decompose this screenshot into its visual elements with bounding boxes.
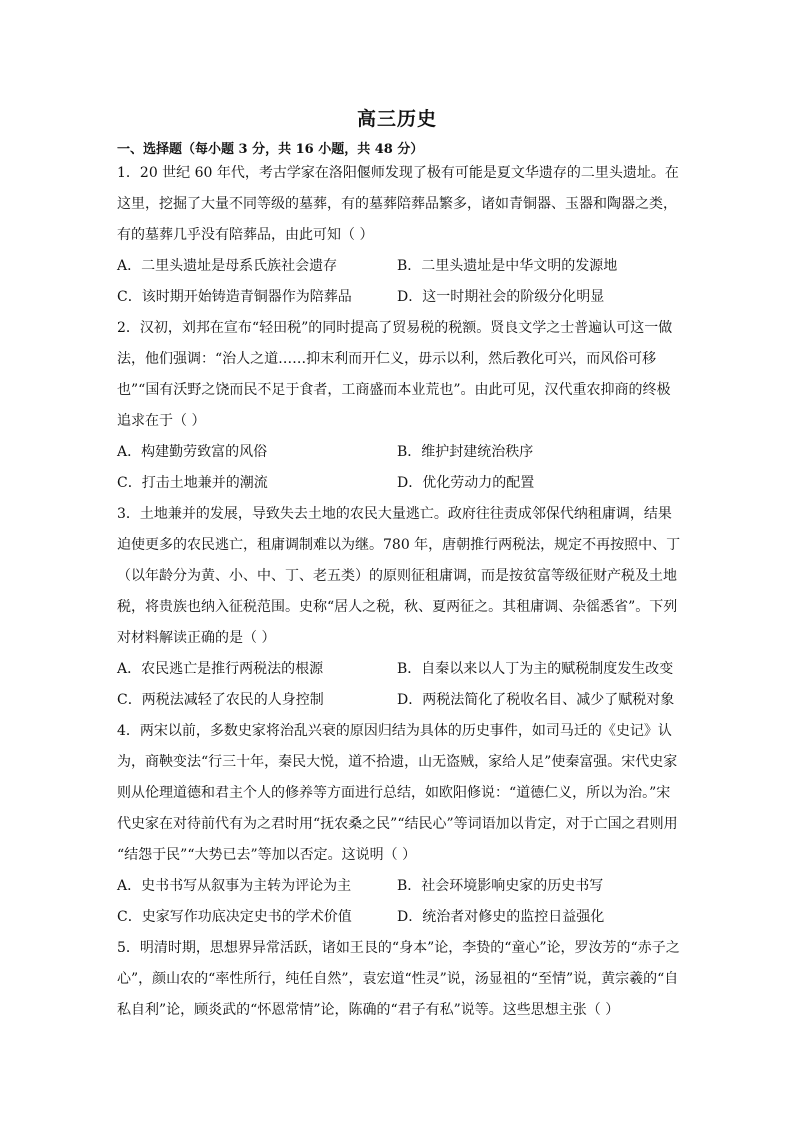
- section-heading: 一、选择题（每小题 3 分，共 16 小题，共 48 分）: [117, 142, 424, 157]
- option-row: [117, 871, 682, 902]
- option-row: [117, 654, 682, 685]
- question-line: 迫使更多的农民逃亡，租庸调制难以为继。780 年，唐朝推行两税法，规定不再按照中、丁: [117, 537, 681, 553]
- question-line: 代史家在对待前代有为之君时用“抚农桑之民”“结民心”等词语加以肯定，对于亡国之君则用: [117, 816, 678, 832]
- question-line: 税，将贵族也纳入征税范围。史称“居人之税，秋、夏两征之。其租庸调、杂徭悉省”。下列: [117, 599, 678, 615]
- question-line: 2．汉初，刘邦在宣布“轻田税”的同时提高了贸易税的税额。贤良文学之士普遍认可这一做: [117, 320, 673, 336]
- option-d[interactable]: D．两税法简化了税收名目、减少了赋税对象: [397, 692, 675, 708]
- option-c[interactable]: C．两税法减轻了农民的人身控制: [117, 692, 324, 708]
- question-line: 有的墓葬几乎没有陪葬品，由此可知（ ）: [117, 227, 374, 243]
- question-line: 4．两宋以前，多数史家将治乱兴衰的原因归结为具体的历史事件，如司马迁的《史记》认: [117, 723, 672, 739]
- option-row: [117, 437, 682, 468]
- question-2: [117, 313, 682, 499]
- question-line: 也”“国有沃野之饶而民不足于食者，工商盛而本业荒也”。由此可见，汉代重农抑商的终极: [117, 382, 671, 398]
- option-d[interactable]: D．统治者对修史的监控日益强化: [397, 909, 605, 925]
- question-3: [117, 499, 682, 716]
- option-c[interactable]: C．打击土地兼并的潮流: [117, 475, 268, 491]
- option-a[interactable]: A．构建勤劳致富的风俗: [117, 444, 268, 460]
- question-line: （以年龄分为黄、小、中、丁、老五类）的原则征租庸调，而是按贫富等级征财产税及土地: [117, 568, 677, 584]
- option-row: [117, 251, 682, 282]
- question-line: 私自利”论，顾炎武的“怀恩常情”论，陈确的“君子有私”说等。这些思想主张（ ）: [117, 1002, 620, 1018]
- option-a[interactable]: A．史书书写从叙事为主转为评论为主: [117, 878, 352, 894]
- page-title: 高三历史: [356, 108, 437, 130]
- option-row: [117, 685, 682, 716]
- option-b[interactable]: B．二里头遗址是中华文明的发源地: [397, 258, 618, 274]
- option-b[interactable]: B．维护封建统治秩序: [397, 444, 534, 460]
- option-d[interactable]: D．优化劳动力的配置: [397, 475, 535, 491]
- question-1: [117, 158, 682, 313]
- option-row: [117, 902, 682, 933]
- question-4: [117, 716, 682, 933]
- option-row: [117, 282, 682, 313]
- option-a[interactable]: A．二里头遗址是母系氏族社会遗存: [117, 258, 338, 274]
- question-line: “结怨于民”“大势已去”等加以否定。这说明（ ）: [117, 847, 417, 863]
- questions: [117, 158, 682, 1026]
- question-line: 1．20 世纪 60 年代，考古学家在洛阳偃师发现了极有可能是夏文华遗存的二里头遗址。在: [117, 165, 679, 181]
- option-b[interactable]: B．自秦以来以人丁为主的赋税制度发生改变: [397, 661, 674, 677]
- option-c[interactable]: C．该时期开始铸造青铜器作为陪葬品: [117, 289, 352, 305]
- question-line: 5．明清时期，思想界异常活跃，诸如王艮的“身本”论，李贽的“童心”论，罗汝芳的“赤子之: [117, 940, 680, 956]
- option-a[interactable]: A．农民逃亡是推行两税法的根源: [117, 661, 324, 677]
- question-5: [117, 933, 682, 1026]
- question-line: 对材料解读正确的是（ ）: [117, 630, 276, 646]
- question-line: 追求在于（ ）: [117, 413, 206, 429]
- option-b[interactable]: B．社会环境影响史家的历史书写: [397, 878, 604, 894]
- question-line: 为，商鞅变法“行三十年，秦民大悦，道不拾遗，山无盗贼，家给人足”使秦富强。宋代史家: [117, 754, 678, 770]
- question-line: 法，他们强调：“治人之道……抑末利而开仁义，毋示以利，然后教化可兴，而风俗可移: [117, 351, 657, 367]
- option-c[interactable]: C．史家写作功底决定史书的学术价值: [117, 909, 352, 925]
- option-row: [117, 468, 682, 499]
- question-line: 则从伦理道德和君主个人的修养等方面进行总结，如欧阳修说：“道德仁义，所以为治。”宋: [117, 785, 671, 801]
- question-line: 3．土地兼并的发展，导致失去土地的农民大量逃亡。政府往往责成邻保代纳租庸调，结果: [117, 506, 672, 522]
- question-line: 这里，挖掘了大量不同等级的墓葬，有的墓葬陪葬品繁多，诸如青铜器、玉器和陶器之类，: [117, 196, 677, 212]
- question-line: 心”，颜山农的“率性所行，纯任自然”，袁宏道“性灵”说，汤显祖的“至情”说，黄宗羲的“自: [117, 971, 679, 987]
- option-d[interactable]: D．这一时期社会的阶级分化明显: [397, 289, 605, 305]
